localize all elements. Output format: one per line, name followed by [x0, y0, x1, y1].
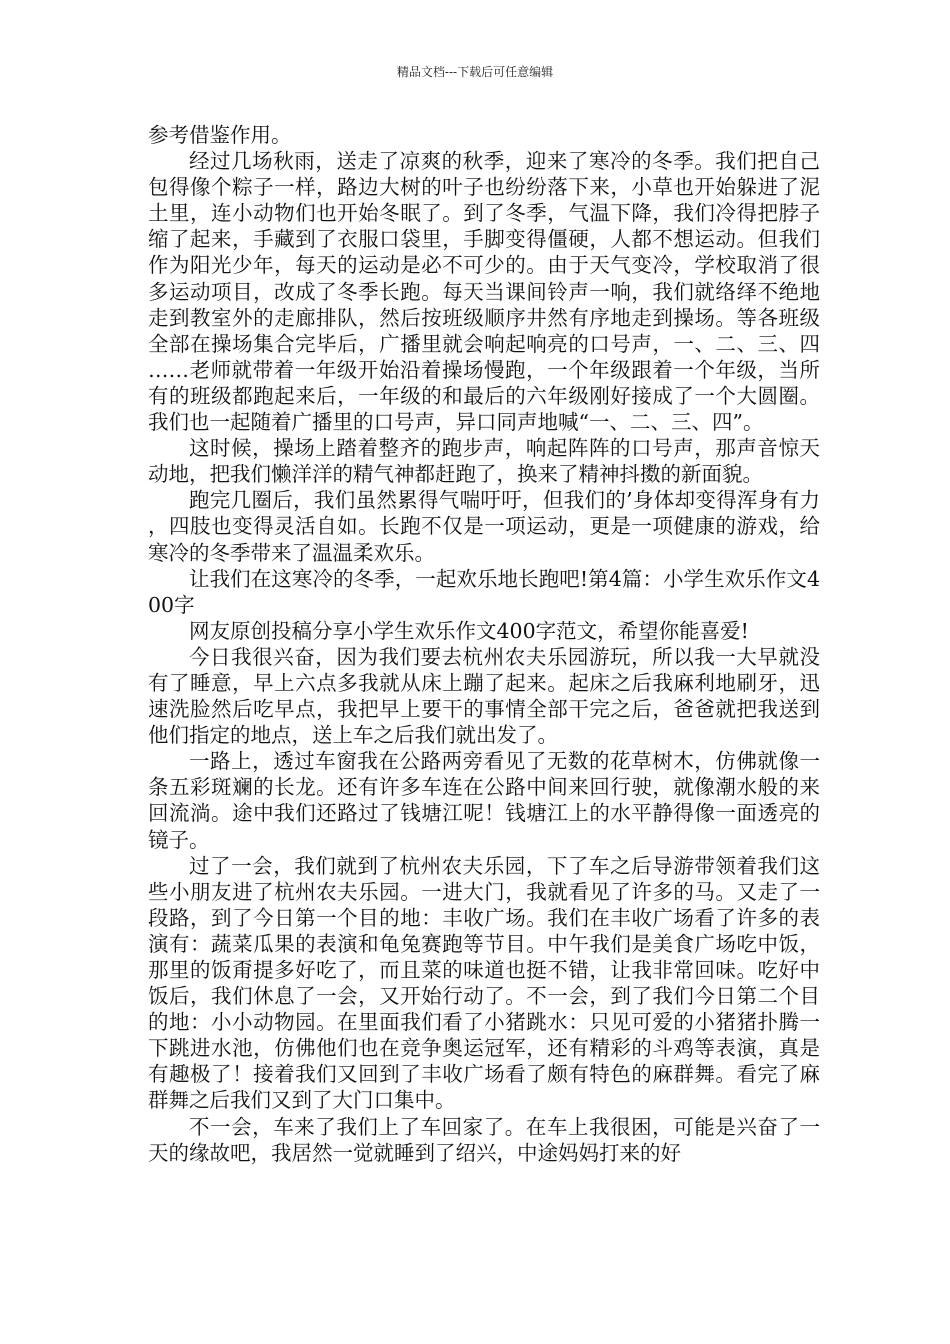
paragraph-2: 经过几场秋雨，送走了凉爽的秋季，迎来了寒冷的冬季。我们把自己包得像个粽子一样，路边大树的叶子也纷纷落下来，小草也开始躲进了泥土里，连小动物们也开始冬眠了。到了冬季，气温下降，我们冷得把脖子缩了起来，手藏到了衣服口袋里，手脚变得僵硬，人都不想运动。但我们作为阳光少年，每天的运动是必不可少的。由于天气变冷，学校取消了很多运动项目，改成了冬季长跑。每天当课间铃声一响，我们就络绎不绝地走到教室外的走廊排队，然后按班级顺序井然有序地走到操场。等各班级全部在操场集合完毕后，广播里就会响起响亮的口号声，一、二、三、四……老师就带着一年级开始沿着操场慢跑，一个年级跟着一个年级，当所有的班级都跑起来后，一年级的和最后的六年级刚好接成了一个大圆圈。我们也一起随着广播里的口号声，异口同声地喊“一、二、三、四”。 — [148, 149, 820, 435]
paragraph-7: 今日我很兴奋，因为我们要去杭州农夫乐园游玩，所以我一大早就没有了睡意，早上六点多我就从床上蹦了起来。起床之后我麻利地刷牙，迅速洗脸然后吃早点，我把早上要干的事情全部干完之后，爸爸就把我送到他们指定的地点，送上车之后我们就出发了。 — [148, 644, 820, 748]
document-body — [148, 122, 820, 1166]
page-header: 精品文档---下载后可任意编辑 — [396, 65, 554, 79]
paragraph-8: 一路上，透过车窗我在公路两旁看见了无数的花草树木，仿佛就像一条五彩斑斓的长龙。还有许多车连在公路中间来回行驶，就像潮水般的来回流淌。途中我们还路过了钱塘江呢！钱塘江上的水平静得像一面透亮的镜子。 — [148, 749, 820, 852]
paragraph-3: 这时候，操场上踏着整齐的跑步声，响起阵阵的口号声，那声音惊天动地，把我们懒洋洋的精气神都赶跑了，换来了精神抖擞的新面貌。 — [148, 436, 820, 487]
paragraph-5: 让我们在这寒冷的冬季，一起欢乐地长跑吧!第4篇：小学生欢乐作文400字 — [148, 566, 820, 617]
paragraph-4: 跑完几圈后，我们虽然累得气喘吁吁，但我们的’身体却变得浑身有力，四肢也变得灵活自如。长跑不仅是一项运动，更是一项健康的游戏，给寒冷的冬季带来了温温柔欢乐。 — [148, 488, 820, 565]
paragraph-6: 网友原创投稿分享小学生欢乐作文400字范文，希望你能喜爱! — [189, 618, 749, 643]
paragraph-1: 参考借鉴作用。 — [148, 123, 292, 147]
paragraph-9: 过了一会，我们就到了杭州农夫乐园，下了车之后导游带领着我们这些小朋友进了杭州农夫乐园。一进大门，我就看见了许多的马。又走了一段路，到了今日第一个目的地：丰收广场。我们在丰收广场看了许多的表演有：蔬菜瓜果的表演和龟兔赛跑等节目。中午我们是美食广场吃中饭，那里的饭甭提多好吃了，而且菜的味道也挺不错，让我非常回味。吃好中饭后，我们休息了一会，又开始行动了。不一会，到了我们今日第二个目的地：小小动物园。在里面我们看了小猪跳水：只见可爱的小猪猪扑腾一下跳进水池，仿佛他们也在竞争奥运冠军，还有精彩的斗鸡等表演，真是有趣极了！接着我们又回到了丰收广场看了颇有特色的麻群舞。看完了麻群舞之后我们又到了大门口集中。 — [148, 853, 820, 1113]
paragraph-10: 不一会，车来了我们上了车回家了。在车上我很困，可能是兴奋了一天的缘故吧，我居然一觉就睡到了绍兴，中途妈妈打来的好 — [148, 1114, 820, 1165]
